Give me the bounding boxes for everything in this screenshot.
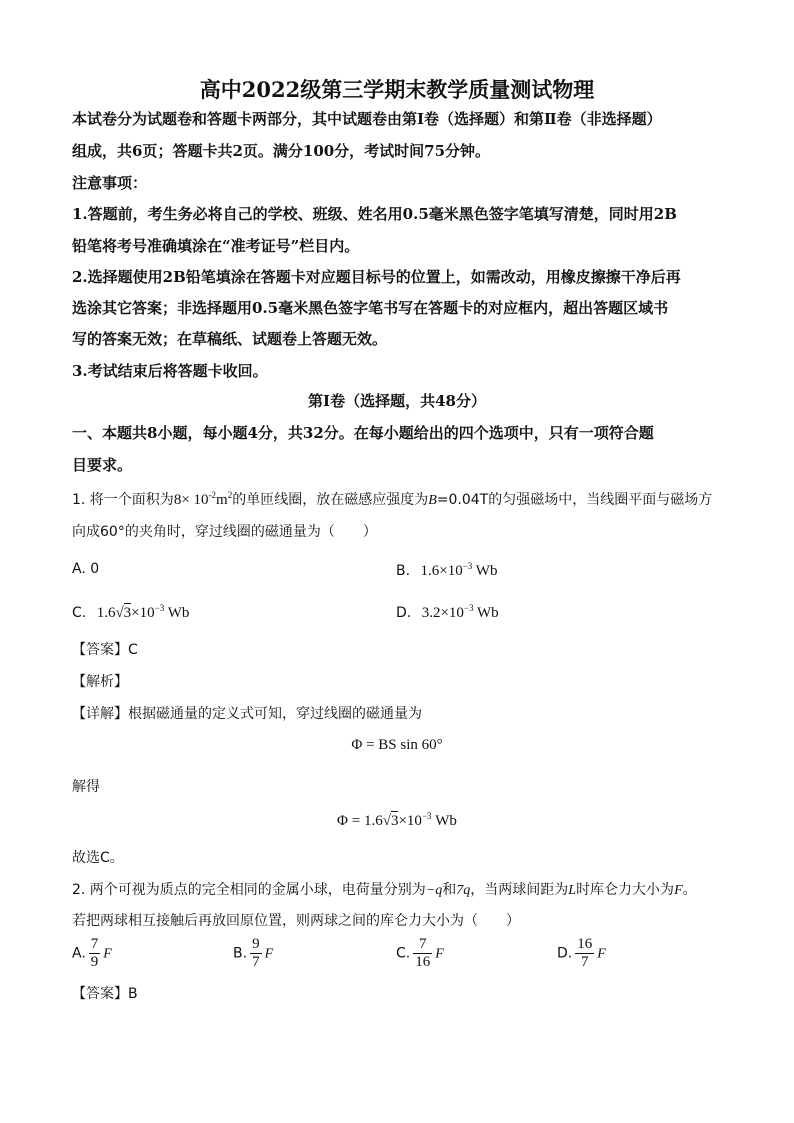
notice-item-3: 3.考试结束后将答题卡收回。 xyxy=(72,362,268,380)
q2-charge-positive: 7q xyxy=(456,883,471,898)
q2-answer: 【答案】B xyxy=(72,986,138,1002)
q1-option-c-exp: −3 xyxy=(154,603,165,613)
q1-option-d-value xyxy=(422,605,499,621)
q2-charge-negative: −q xyxy=(425,883,443,898)
q1-stem-text-1: 1. 将一个面积为 xyxy=(72,492,174,508)
part1-instruction-line-2: 目要求。 xyxy=(72,456,133,474)
q1-option-d xyxy=(396,603,499,622)
q1-stem-text-3: =0.04T的匀强磁场中，当线圈平面与磁场方 xyxy=(436,492,713,508)
q2-l-symbol: L xyxy=(568,883,577,898)
notice-item-1-line-1: 1.答题前，考生务必将自己的学校、班级、姓名用0.5毫米黑色签字笔填写清楚，同时用2B xyxy=(72,205,677,223)
q1-option-d-mantissa: 3.2×10 xyxy=(421,605,464,621)
q2-option-a xyxy=(72,936,112,971)
q1-stem-text-2: 的单匝线圈，放在磁感应强度为 xyxy=(232,492,429,508)
intro-line-2: 组成，共6页；答题卡共2页。满分100分，考试时间75分钟。 xyxy=(72,142,491,160)
q1-analysis-label: 【解析】 xyxy=(72,674,128,690)
q1-option-c-times: ×10 xyxy=(131,605,155,621)
q1-equation-1-text: Φ = BS sin 60° xyxy=(351,737,443,753)
q1-area-base: 8× 10 xyxy=(173,492,209,508)
notice-item-2-line-3: 写的答案无效；在草稿纸、试题卷上答题无效。 xyxy=(72,330,388,348)
q1-area-exp: -2 xyxy=(208,490,217,500)
q2-option-d-label: D. xyxy=(557,945,573,962)
q1-option-c-label: C. xyxy=(72,605,87,621)
q1-conclusion: 故选C。 xyxy=(72,850,124,866)
q2-option-d-f: F xyxy=(597,946,606,962)
q1-solve-label: 解得 xyxy=(72,779,100,795)
part1-instruction-line-1: 一、本题共8小题，每小题4分，共32分。在每小题给出的四个选项中，只有一项符合题 xyxy=(72,424,654,442)
q2-option-a-numerator: 7 xyxy=(90,936,99,952)
q2-stem-text-3: ，当两球间距为 xyxy=(470,882,569,898)
notice-item-2-line-1: 2.选择题使用2B铅笔填涂在答题卡对应题目标号的位置上，如需改动，用橡皮擦擦干净后再 xyxy=(72,268,681,286)
q2-option-b-f: F xyxy=(264,946,274,962)
page-title: 高中2022级第三学期末教学质量测试物理 xyxy=(199,77,595,102)
q1-option-b-mantissa: 1.6×10 xyxy=(420,563,463,579)
q2-stem-line-1 xyxy=(72,879,697,899)
q1-area-unit: m xyxy=(216,492,228,508)
q1-stem-line-1 xyxy=(72,489,712,509)
q2-option-d-numerator: 16 xyxy=(577,936,593,952)
q2-option-b-fraction xyxy=(250,936,262,971)
q2-option-d-fraction xyxy=(575,936,594,971)
q1-option-b-label: B. xyxy=(396,563,411,579)
q1-option-d-unit: Wb xyxy=(476,605,499,621)
q1-equation-1 xyxy=(0,737,794,754)
q2-option-c-denominator: 16 xyxy=(415,954,431,970)
q1-option-c xyxy=(72,603,189,622)
q1-equation-2-coeff: Φ = 1.6 xyxy=(337,813,383,829)
notice-heading: 注意事项： xyxy=(72,174,148,192)
q1-option-b-value xyxy=(421,563,498,579)
q1-answer: 【答案】C xyxy=(72,642,138,658)
q2-stem-line-2: 若把两球相互接触后再放回原位置，则两球之间的库仑力大小为（ ） xyxy=(72,913,520,929)
notice-item-2-line-2: 选涂其它答案；非选择题用0.5毫米黑色签字笔书写在答题卡的对应框内，超出答题区域书 xyxy=(72,299,669,317)
q2-option-c-fraction xyxy=(413,936,432,971)
q1-area-unit-exp: 2 xyxy=(227,490,233,500)
q2-option-c-numerator: 7 xyxy=(413,936,432,954)
q1-option-d-label: D. xyxy=(396,605,412,621)
q2-option-a-fraction xyxy=(89,936,101,971)
part1-heading: 第Ⅰ卷（选择题，共48分） xyxy=(308,392,486,410)
q2-option-c-f: F xyxy=(435,946,444,962)
q2-option-b-numerator: 9 xyxy=(252,936,260,952)
q1-equation-2-exp: −3 xyxy=(421,811,432,821)
q1-option-b-unit: Wb xyxy=(475,563,498,579)
q2-stem-text-4: 时库仑力大小为 xyxy=(576,882,675,898)
q1-option-c-unit: Wb xyxy=(167,605,190,621)
q1-detail: 【详解】根据磁通量的定义式可知，穿过线圈的磁通量为 xyxy=(72,706,422,722)
q2-option-b-denominator: 7 xyxy=(252,954,260,970)
q2-option-a-denominator: 9 xyxy=(90,954,99,970)
q2-stem-text-5: 。 xyxy=(682,882,697,898)
q1-stem-line-2: 向成60°的夹角时，穿过线圈的磁通量为（ ） xyxy=(72,524,377,540)
q2-stem-text-1: 2. 两个可视为质点的完全相同的金属小球，电荷量分别为 xyxy=(72,882,426,898)
q2-option-b-label: B. xyxy=(233,945,248,962)
q1-equation-2-unit: Wb xyxy=(435,813,457,829)
q2-option-a-label: A. xyxy=(72,945,86,962)
q1-option-c-value: $1.6√3\times 10^{-3}$ Wb xyxy=(96,603,190,621)
q2-f-symbol: F xyxy=(674,883,683,898)
q1-option-c-radicand: 3 xyxy=(123,605,132,621)
q1-option-a: A. 0 xyxy=(72,561,100,577)
intro-line-1: 本试卷分为试题卷和答题卡两部分，其中试题卷由第Ⅰ卷（选择题）和第Ⅱ卷（非选择题） xyxy=(72,110,662,128)
q1-option-c-coeff: 1.6 xyxy=(96,605,116,621)
q2-option-c-label: C. xyxy=(396,945,411,962)
q2-option-c xyxy=(396,936,444,971)
q2-option-a-f: F xyxy=(103,946,112,962)
q1-b-symbol: B xyxy=(428,493,437,508)
q1-option-b-exp: −3 xyxy=(462,561,473,571)
q2-stem-text-2: 和 xyxy=(442,882,457,898)
q2-option-d-denominator: 7 xyxy=(580,954,589,970)
q1-equation-2-radicand: 3 xyxy=(390,813,399,829)
q1-option-d-exp: −3 xyxy=(463,603,474,613)
q2-option-b xyxy=(233,936,273,971)
q1-equation-2-times: ×10 xyxy=(398,813,422,829)
notice-item-1-line-2: 铅笔将考号准确填涂在“准考证号”栏目内。 xyxy=(72,237,360,255)
q1-area-value xyxy=(174,492,232,508)
q1-option-b xyxy=(396,561,497,580)
q2-option-d xyxy=(557,936,606,971)
q1-equation-2: $\Phi = 1.6√3\times 10^{-3}$ Wb xyxy=(337,811,457,829)
